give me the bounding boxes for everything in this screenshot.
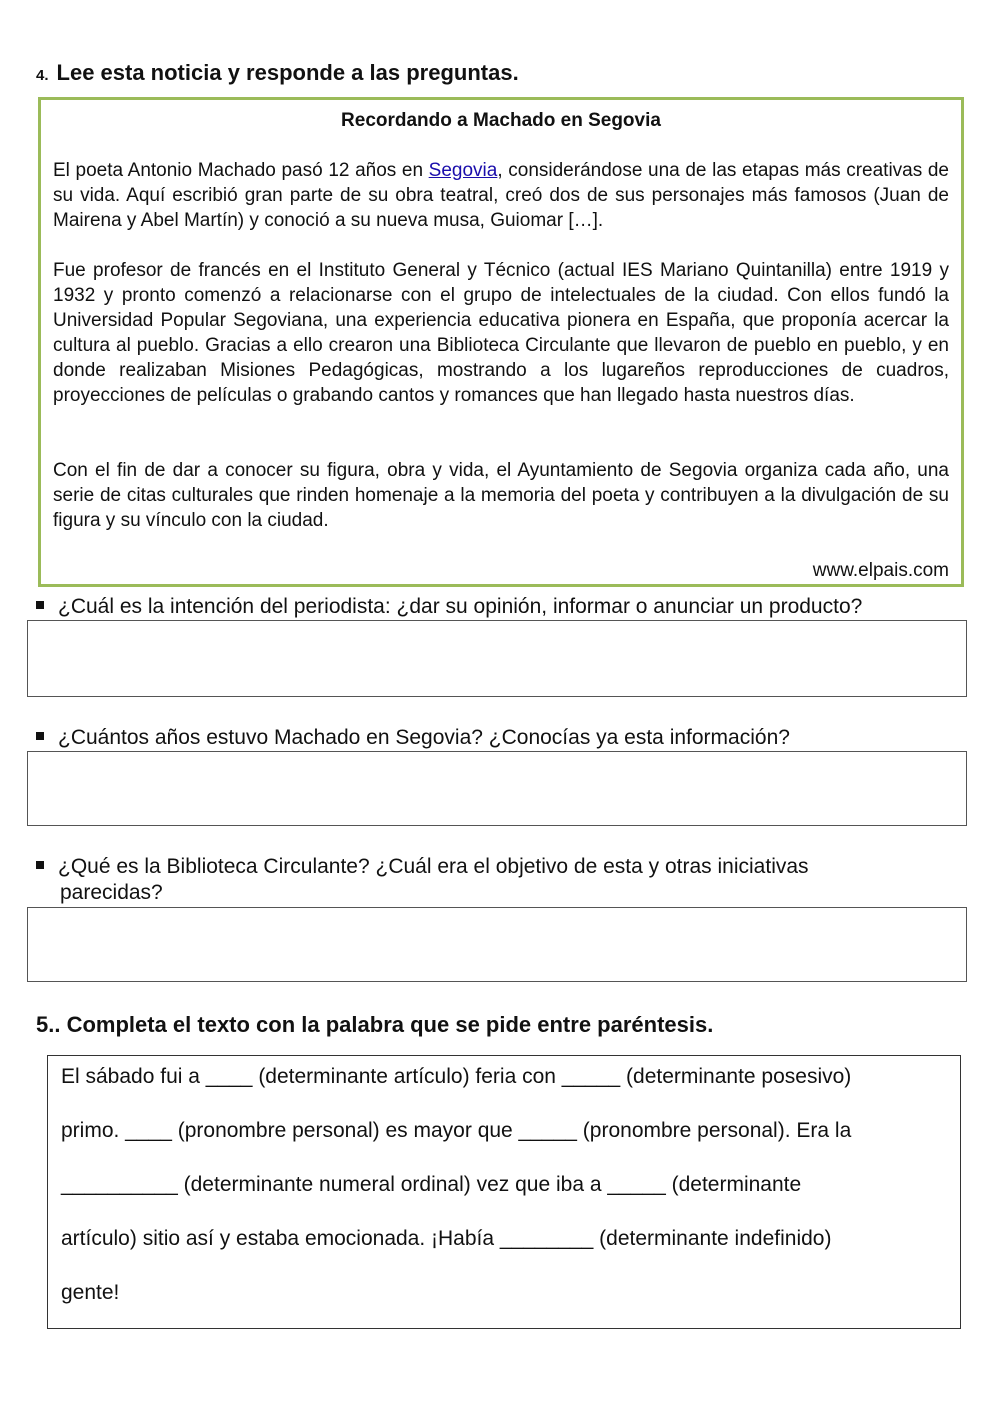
news-article-box — [38, 97, 964, 587]
answer-box-3[interactable] — [27, 907, 967, 982]
answer-box-1[interactable] — [27, 620, 967, 697]
fill-in-text-box — [47, 1055, 961, 1329]
fill-text-line-5[interactable]: gente! — [61, 1281, 120, 1304]
question-3 — [36, 854, 971, 906]
question-3-text-line-1: ¿Qué es la Biblioteca Circulante? ¿Cuál era el objetivo de esta y otras iniciativas — [58, 855, 809, 878]
fill-text-line-2[interactable]: primo. ____ (pronombre personal) es mayor que _____ (pronombre personal). Era la — [61, 1119, 852, 1142]
fill-text-line-1[interactable]: El sábado fui a ____ (determinante artículo) feria con _____ (determinante posesivo) — [61, 1065, 852, 1088]
exercise-5-title: 5.. Completa el texto con la palabra que se pide entre paréntesis. — [36, 1012, 714, 1037]
article-p1-start: El poeta Antonio Machado pasó 12 años en — [53, 160, 429, 181]
segovia-link[interactable]: Segovia — [428, 160, 498, 181]
square-bullet-icon — [36, 601, 44, 609]
question-2 — [36, 725, 971, 751]
fill-text-line-4[interactable]: artículo) sitio así y estaba emocionada. ¡Había ________ (determinante indefinido) — [61, 1227, 832, 1250]
question-2-text: ¿Cuántos años estuvo Machado en Segovia? ¿Conocías ya esta información? — [58, 726, 790, 749]
answer-box-2[interactable] — [27, 751, 967, 826]
fill-text-line-3[interactable]: __________ (determinante numeral ordinal) vez que iba a _____ (determinante — [61, 1173, 802, 1196]
article-paragraph-1 — [53, 158, 949, 233]
exercise-4-heading: Lee esta noticia y responde a las preguntas. — [56, 60, 519, 85]
article-paragraph-3: Con el fin de dar a conocer su figura, obra y vida, el Ayuntamiento de Segovia organiza cada año, una serie de citas culturales que rinden homenaje a la memoria del poeta y contribuyen a la divulgación de su figura y su vínculo con la ciudad. — [53, 460, 949, 531]
question-1 — [36, 594, 971, 620]
exercise-4-title — [36, 60, 519, 86]
exercise-4-number: 4. — [36, 67, 49, 84]
question-3-text-line-2: parecidas? — [60, 881, 163, 904]
square-bullet-icon — [36, 861, 44, 869]
article-source: www.elpais.com — [812, 560, 949, 581]
article-paragraph-2: Fue profesor de francés en el Instituto General y Técnico (actual IES Mariano Quintanilla) entre 1919 y 1932 y pronto comenzó a relacionarse con el grupo de intelectuales de la ciudad. Con ellos fundó la Universidad Popular Segoviana, una experiencia educativa pionera en España, que proponía acercar la cultura al pueblo. Gracias a ello crearon una Biblioteca Circulante que llevaron de pueblo en pueblo, y en donde realizaban Misiones Pedagógicas, mostrando a los lugareños reproducciones de cuadros, proyecciones de películas o grabando cantos y romances que han llegado hasta nuestros días. — [53, 260, 949, 406]
question-1-text: ¿Cuál es la intención del periodista: ¿dar su opinión, informar o anunciar un producto? — [58, 595, 863, 618]
article-title: Recordando a Machado en Segovia — [341, 110, 661, 131]
article-p1-end: , considerándose una de las etapas más creativas de su vida. Aquí escribió gran parte de su obra teatral, creó dos de sus personajes más famosos (Juan de Mairena y Abel Martín) y conoció a su nueva musa, Guiomar […]. — [53, 160, 949, 231]
square-bullet-icon — [36, 732, 44, 740]
